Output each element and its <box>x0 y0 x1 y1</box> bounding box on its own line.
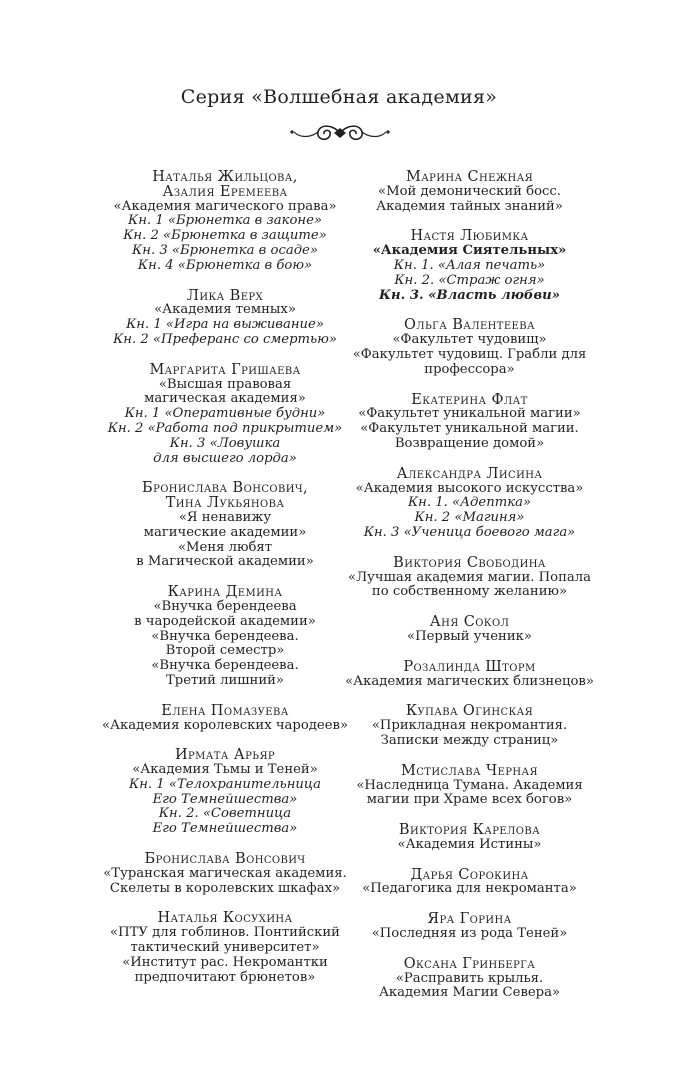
volume-title: Кн. 3 «Ученица боевого мага» <box>363 524 576 540</box>
catalog-entry <box>90 170 360 274</box>
author-name: Ольга Валентеева <box>404 317 535 334</box>
catalog-entry <box>90 852 360 896</box>
series-book-title: магические академии» <box>143 524 307 540</box>
series-book-title: магическая академия» <box>144 391 306 407</box>
volume-title: для высшего лорда» <box>153 450 297 466</box>
series-book-title: предпочитают брюнетов» <box>134 969 316 985</box>
catalog-entry <box>337 556 602 600</box>
series-book-title: профессора» <box>424 361 515 377</box>
volume-title: Кн. 1. «Алая печать» <box>393 257 546 273</box>
series-book-title: Академия тайных знаний» <box>376 198 563 214</box>
volume-title: Кн. 2 «Магиня» <box>414 510 525 526</box>
series-book-title: Скелеты в королевских шкафах» <box>109 880 341 896</box>
series-book-title: «Педагогика для некроманта» <box>362 881 577 897</box>
author-name: Марина Снежная <box>405 169 534 185</box>
series-book-title: «Факультет уникальной магии. <box>360 421 579 437</box>
series-book-title: «Академия магических близнецов» <box>345 673 594 689</box>
series-book-title: «Наследница Тумана. Академия <box>356 777 583 793</box>
catalog-entry <box>90 481 360 570</box>
catalog-entry <box>90 911 360 985</box>
volume-title: Кн. 3. «Власть любви» <box>379 287 560 303</box>
series-book-title: «Внучка берендеева. <box>151 628 299 644</box>
series-book-title: «Лучшая академия магии. Попала <box>348 569 591 585</box>
catalog-entry <box>90 748 360 837</box>
volume-title: Кн. 1 «Брюнетка в законе» <box>128 213 322 229</box>
catalog-entry <box>90 289 360 348</box>
catalog-entry <box>337 660 602 690</box>
series-book-title: «ПТУ для гоблинов. Понтийский <box>110 925 340 941</box>
volume-title: Кн. 1. «Адептка» <box>407 495 532 511</box>
series-book-title: Записки между страниц» <box>380 732 559 748</box>
volume-title: Кн. 4 «Брюнетка в бою» <box>137 257 313 273</box>
volume-title: Его Темнейшества» <box>152 791 298 807</box>
author-name: Наталья Жильцова, <box>152 169 298 185</box>
series-book-title: «Туранская магическая академия. <box>103 865 347 881</box>
flourish-ornament-icon <box>290 118 390 148</box>
series-book-title: «Факультет уникальной магии» <box>358 406 581 422</box>
volume-title: Кн. 2 «Брюнетка в защите» <box>123 228 327 244</box>
catalog-entry <box>90 363 360 467</box>
series-book-title: «Последняя из рода Теней» <box>371 926 568 942</box>
series-book-title: «Академия королевских чародеев» <box>101 717 349 733</box>
catalog-entry <box>337 393 602 452</box>
author-name: Оксана Гринберга <box>403 955 536 972</box>
author-name: Купава Огинская <box>405 703 534 720</box>
author-name: Лика Верх <box>186 287 264 304</box>
author-name: Аня Сокол <box>429 614 510 631</box>
left-column <box>90 170 360 1000</box>
volume-title: Кн. 2 «Работа под прикрытием» <box>107 420 343 436</box>
series-book-title: Возвращение домой» <box>394 435 545 451</box>
volume-title: Кн. 3 «Ловушка <box>169 435 281 451</box>
catalog-entry <box>337 957 602 1001</box>
series-book-title: «Мой демонический босс. <box>378 183 561 199</box>
author-name: Ирмата Арьяр <box>174 747 276 764</box>
volume-title: Кн. 2 «Преферанс со смертью» <box>113 331 337 347</box>
catalog-entry <box>337 318 602 377</box>
volume-title: Кн. 2. «Страж огня» <box>394 272 545 288</box>
series-book-title: «Академия Тьмы и Теней» <box>132 762 318 778</box>
volume-title: Кн. 2. «Советница <box>158 806 292 822</box>
series-book-title: «Внучка берендеева <box>153 598 297 614</box>
volume-title: Кн. 1 «Игра на выживание» <box>126 317 324 333</box>
series-book-title: «Академия Сиятельных» <box>372 243 567 259</box>
catalog-entry <box>337 823 602 853</box>
catalog-entry <box>337 912 602 942</box>
series-book-title: «Внучка берендеева. <box>151 658 299 674</box>
volume-title: Его Темнейшества» <box>152 821 298 837</box>
series-title: Серия «Волшебная академия» <box>180 86 498 108</box>
author-name: Яра Горина <box>427 911 512 928</box>
author-name: Карина Демина <box>167 584 283 601</box>
author-name: Тина Лукьянова <box>165 495 285 512</box>
author-name: Бронислава Вонсович, <box>142 480 308 497</box>
catalog-entry <box>337 704 602 748</box>
author-name: Александра Лисина <box>396 465 543 482</box>
author-name: Азалия Еремеева <box>162 183 288 200</box>
author-name: Виктория Свободина <box>393 554 546 571</box>
series-book-title: в Магической академии» <box>136 554 314 570</box>
series-book-title: Третий лишний» <box>166 672 284 688</box>
catalog-entry <box>337 170 602 214</box>
series-book-title: магии при Храме всех богов» <box>366 792 573 808</box>
author-name: Екатерина Флат <box>411 391 528 408</box>
series-book-title: Второй семестр» <box>165 643 285 659</box>
series-book-title: «Высшая правовая <box>158 376 292 392</box>
series-book-title: по собственному желанию» <box>371 584 568 600</box>
series-book-title: «Академия темных» <box>154 302 296 318</box>
series-book-title: «Первый ученик» <box>407 628 532 644</box>
catalog-entry <box>337 615 602 645</box>
series-book-title: «Прикладная некромантия. <box>371 718 568 734</box>
series-book-title: в чародейской академии» <box>134 613 316 629</box>
catalog-entry <box>337 868 602 898</box>
series-book-title: Академия Магии Севера» <box>378 985 561 1001</box>
right-column <box>337 170 602 1016</box>
author-name: Дарья Сорокина <box>410 866 529 883</box>
series-book-title: «Я ненавижу <box>178 509 272 525</box>
series-book-title: «Факультет чудовищ. Грабли для <box>352 346 587 362</box>
author-name: Маргарита Гришаева <box>149 361 301 378</box>
catalog-entry <box>337 764 602 808</box>
series-book-title: тактический университет» <box>130 940 320 956</box>
catalog-entry <box>337 229 602 303</box>
series-book-title: «Институт рас. Некромантки <box>122 954 328 970</box>
catalog-entry <box>90 585 360 689</box>
author-name: Бронислава Вонсович <box>144 851 306 868</box>
author-name: Настя Любимка <box>410 228 529 245</box>
series-book-title: «Факультет чудовищ» <box>392 332 547 348</box>
series-book-title: «Академия высокого искусства» <box>355 480 584 496</box>
volume-title: Кн. 3 «Брюнетка в осаде» <box>132 242 318 258</box>
author-name: Розалинда Шторм <box>403 658 536 675</box>
catalog-entry <box>90 704 360 734</box>
volume-title: Кн. 1 «Телохранительница <box>129 776 321 792</box>
volume-title: Кн. 1 «Оперативные будни» <box>124 406 326 422</box>
author-name: Наталья Косухина <box>157 910 293 927</box>
series-book-title: «Академия магического права» <box>113 198 337 214</box>
author-name: Виктория Карелова <box>398 822 541 839</box>
series-book-title: «Расправить крылья. <box>395 970 544 986</box>
series-book-title: «Академия Истины» <box>397 836 542 852</box>
author-name: Елена Помазуева <box>161 702 289 719</box>
author-name: Мстислава Черная <box>401 762 538 779</box>
series-book-title: «Меня любят <box>177 539 273 555</box>
catalog-entry <box>337 467 602 541</box>
